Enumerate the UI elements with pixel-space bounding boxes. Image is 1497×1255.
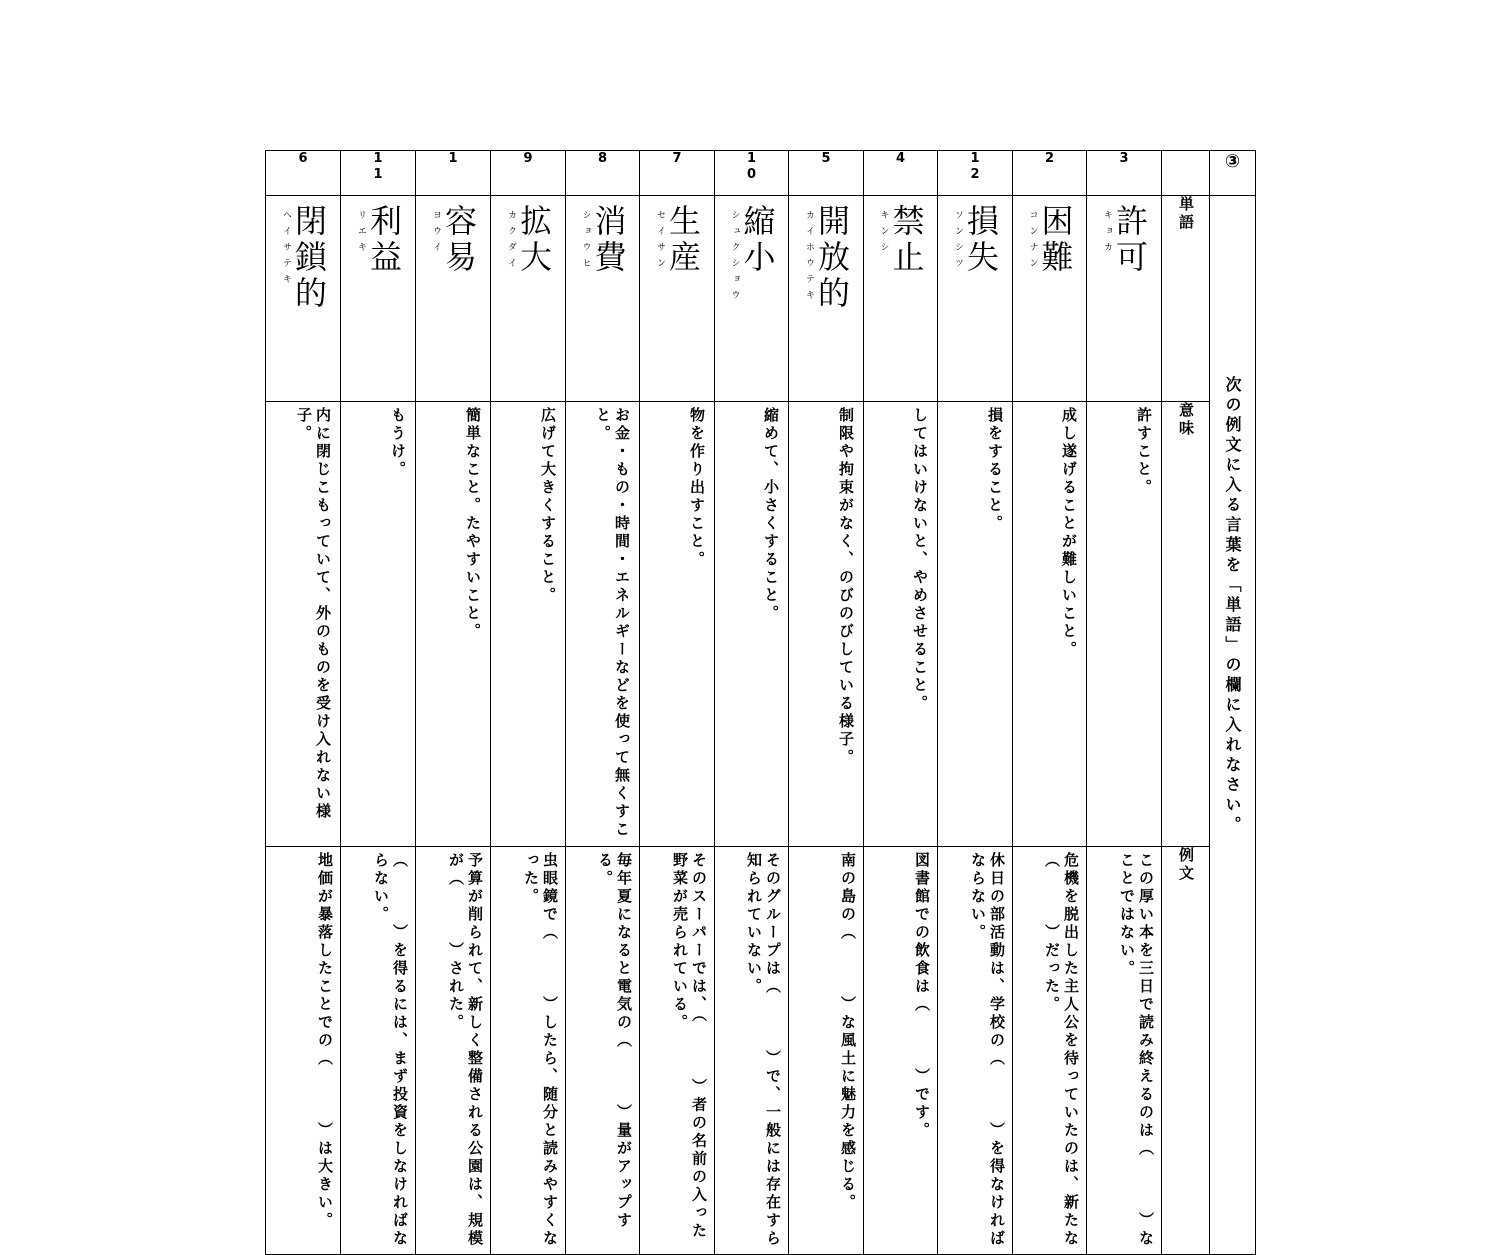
number-row	[266, 151, 1256, 196]
example-cell: （ ）を得るには、まず投資をしなければならない。	[341, 847, 416, 1255]
entry-number: 1 2	[938, 151, 1013, 196]
example-cell: 休日の部活動は、学校の（ ）を得なければならない。	[938, 847, 1013, 1255]
word-reading: キンシ	[879, 210, 889, 258]
entry-number: 3	[1087, 151, 1162, 196]
meaning-cell: 広げて大きくすること。	[491, 401, 566, 847]
example-cell: 予算が削られて、新しく整備される公園は、規模が（ ）された。	[416, 847, 491, 1255]
word-reading: キョカ	[1102, 210, 1112, 258]
word-cell	[566, 196, 640, 402]
entry-number: 8	[566, 151, 640, 196]
word-cell	[789, 196, 864, 402]
example-cell: 地価が暴落したことでの（ ）は大きい。	[266, 847, 341, 1255]
word-cell	[491, 196, 566, 402]
word-reading: ソンシツ	[953, 210, 963, 274]
row-label-example: 例文	[1162, 847, 1210, 1255]
word-kanji: 拡大	[516, 204, 552, 276]
example-row	[266, 847, 1256, 1255]
vocabulary-worksheet	[265, 150, 1256, 1255]
word-kanji: 閉鎖的	[291, 204, 327, 312]
word-kanji: 損失	[963, 204, 999, 276]
example-cell: 図書館での飲食は（ ）です。	[864, 847, 938, 1255]
row-label-word: 単語	[1162, 196, 1210, 402]
word-cell	[416, 196, 491, 402]
example-cell: そのグループは（ ）で、一般には存在すら知られていない。	[715, 847, 789, 1255]
entry-number: 9	[491, 151, 566, 196]
example-cell: 南の島の（ ）な風土に魅力を感じる。	[789, 847, 864, 1255]
meaning-cell: 縮めて、小さくすること。	[715, 401, 789, 847]
entry-number: 6	[266, 151, 341, 196]
word-cell	[864, 196, 938, 402]
word-reading: カイホウテキ	[804, 210, 814, 306]
word-kanji: 消費	[591, 204, 627, 276]
word-kanji: 開放的	[814, 204, 850, 312]
word-cell	[715, 196, 789, 402]
word-kanji: 利益	[366, 204, 402, 276]
instruction-text: 次の例文に入る言葉を「単語」の欄に入れなさい。	[1220, 196, 1245, 1254]
example-cell: 虫眼鏡で（ ）したら、随分と読みやすくなった。	[491, 847, 566, 1255]
meaning-cell: 成し遂げることが難しいこと。	[1013, 401, 1087, 847]
meaning-cell: 物を作り出すこと。	[640, 401, 715, 847]
word-cell	[266, 196, 341, 402]
header-blank-cell	[1162, 151, 1210, 196]
entry-number: 5	[789, 151, 864, 196]
example-cell: そのスーパーでは、（ ）者の名前の入った野菜が売られている。	[640, 847, 715, 1255]
entry-number: 7	[640, 151, 715, 196]
entry-number: 4	[864, 151, 938, 196]
word-reading: セイサン	[655, 210, 665, 274]
word-cell	[341, 196, 416, 402]
word-reading: シュクショウ	[730, 210, 740, 306]
entry-number: 1 1	[341, 151, 416, 196]
word-reading: カクダイ	[506, 210, 516, 274]
example-cell: 毎年夏になると電気の（ ）量がアップする。	[566, 847, 640, 1255]
word-kanji: 困難	[1038, 204, 1074, 276]
word-kanji: 縮小	[740, 204, 776, 276]
section-marker: ③	[1210, 151, 1256, 196]
word-reading: ヘイサテキ	[281, 210, 291, 290]
meaning-cell: もうけ。	[341, 401, 416, 847]
meaning-cell: 許すこと。	[1087, 401, 1162, 847]
row-label-meaning: 意味	[1162, 401, 1210, 847]
word-cell	[1087, 196, 1162, 402]
meaning-cell: 簡単なこと。たやすいこと。	[416, 401, 491, 847]
meaning-cell: 損をすること。	[938, 401, 1013, 847]
meaning-cell: してはいけないと、やめさせること。	[864, 401, 938, 847]
example-cell: 危機を脱出した主人公を待っていたのは、新たな（ ）だった。	[1013, 847, 1087, 1255]
entry-number: 1	[416, 151, 491, 196]
entry-number: 1 0	[715, 151, 789, 196]
word-row	[266, 196, 1256, 402]
instruction-cell	[1210, 196, 1256, 1255]
word-reading: ショウヒ	[581, 210, 591, 274]
word-kanji: 生産	[665, 204, 701, 276]
word-reading: ヨウイ	[431, 210, 441, 258]
meaning-cell: 制限や拘束がなく、のびのびしている様子。	[789, 401, 864, 847]
word-cell	[640, 196, 715, 402]
meaning-row	[266, 401, 1256, 847]
word-kanji: 容易	[441, 204, 477, 276]
word-kanji: 禁止	[889, 204, 925, 276]
meaning-cell: 内に閉じこもっていて、外のものを受け入れない様子。	[266, 401, 341, 847]
word-cell	[1013, 196, 1087, 402]
word-kanji: 許可	[1112, 204, 1148, 276]
meaning-cell: お金・もの・時間・エネルギーなどを使って無くすこと。	[566, 401, 640, 847]
word-reading: コンナン	[1028, 210, 1038, 274]
example-cell: この厚い本を三日で読み終えるのは（ ）なことではない。	[1087, 847, 1162, 1255]
word-cell	[938, 196, 1013, 402]
entry-number: 2	[1013, 151, 1087, 196]
word-reading: リエキ	[356, 210, 366, 258]
